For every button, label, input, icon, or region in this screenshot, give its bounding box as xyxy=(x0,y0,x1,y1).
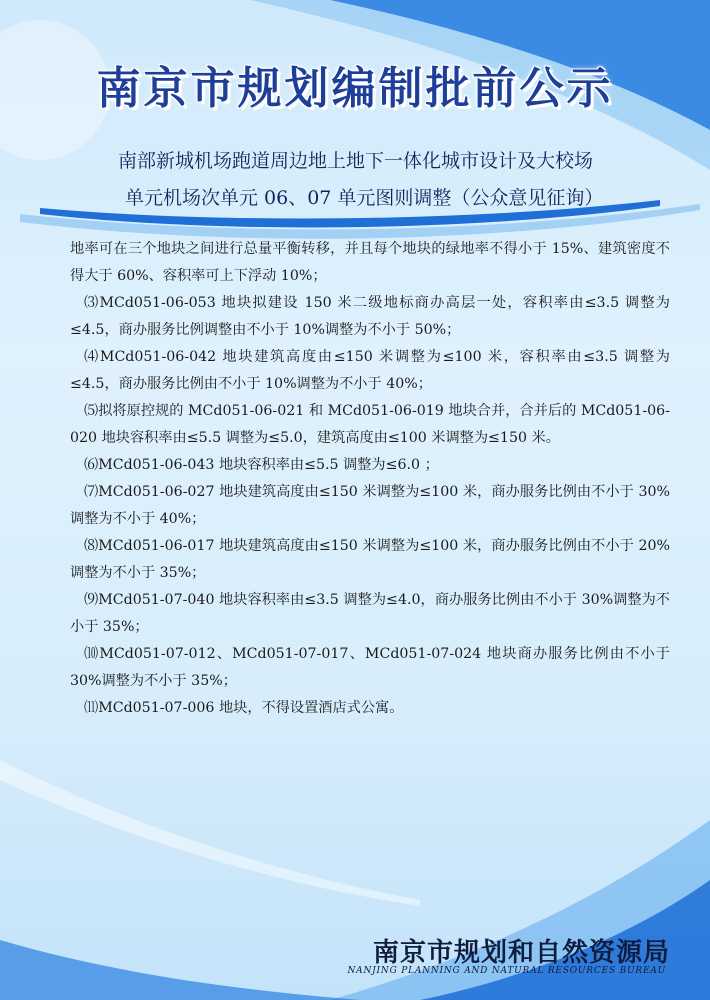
subtitle-line-1: 南部新城机场跑道周边地上地下一体化城市设计及大校场 xyxy=(118,150,594,172)
paragraph-item-4: ⑷MCd051-06-042 地块建筑高度由≤150 米调整为≤100 米，容积率由≤3.5 调整为≤4.5，商办服务比例由不小于 10%调整为不小于 40%； xyxy=(70,349,670,392)
paragraph-item-8: ⑻MCd051-06-017 地块建筑高度由≤150 米调整为≤100 米，商办服务比例由不小于 20%调整为不小于 35%； xyxy=(70,538,670,581)
paragraph-item-11: ⑾MCd051-07-006 地块，不得设置酒店式公寓。 xyxy=(84,700,404,716)
paragraph-item-9: ⑼MCd051-07-040 地块容积率由≤3.5 调整为≤4.0，商办服务比例由不小于 30%调整为不小于 35%； xyxy=(70,592,670,635)
paragraph-item-6: ⑹MCd051-06-043 地块容积率由≤5.5 调整为≤6.0 ； xyxy=(84,457,439,473)
footer-org-name: 南京市规划和自然资源局 xyxy=(372,938,670,968)
footer-org-name-en: NANJING PLANNING AND NATURAL RESOURCES BUREAU xyxy=(347,966,666,976)
paragraph-continuation: 地率可在三个地块之间进行总量平衡转移，并且每个地块的绿地率不得小于 15%、建筑密度不得大于 60%、容积率可上下浮动 10%； xyxy=(70,241,670,284)
paragraph-item-5: ⑸拟将原控规的 MCd051-06-021 和 MCd051-06-019 地块合并，合并后的 MCd051-06-020 地块容积率由≤5.5 调整为≤5.0，建筑高度由≤100 米调整为≤150 米。 xyxy=(70,403,670,446)
subtitle-line-2: 单元机场次单元 06、07 单元图则调整（公众意见征询） xyxy=(125,187,604,209)
notice-body xyxy=(70,236,670,722)
bottom-left-wave xyxy=(0,940,360,1000)
paragraph-item-7: ⑺MCd051-06-027 地块建筑高度由≤150 米调整为≤100 米，商办服务比例由不小于 30%调整为不小于 40%； xyxy=(70,484,670,527)
paragraph-item-3: ⑶MCd051-06-053 地块拟建设 150 米二级地标商办高层一处，容积率由≤3.5 调整为≤4.5，商办服务比例调整由不小于 10%调整为不小于 50%； xyxy=(70,295,670,338)
bottom-swirl xyxy=(0,760,420,906)
page-title: 南京市规划编制批前公示 xyxy=(96,63,614,114)
paragraph-item-10: ⑽MCd051-07-012、MCd051-07-017、MCd051-07-024 地块商办服务比例由不小于 30%调整为不小于 35%； xyxy=(70,646,670,689)
